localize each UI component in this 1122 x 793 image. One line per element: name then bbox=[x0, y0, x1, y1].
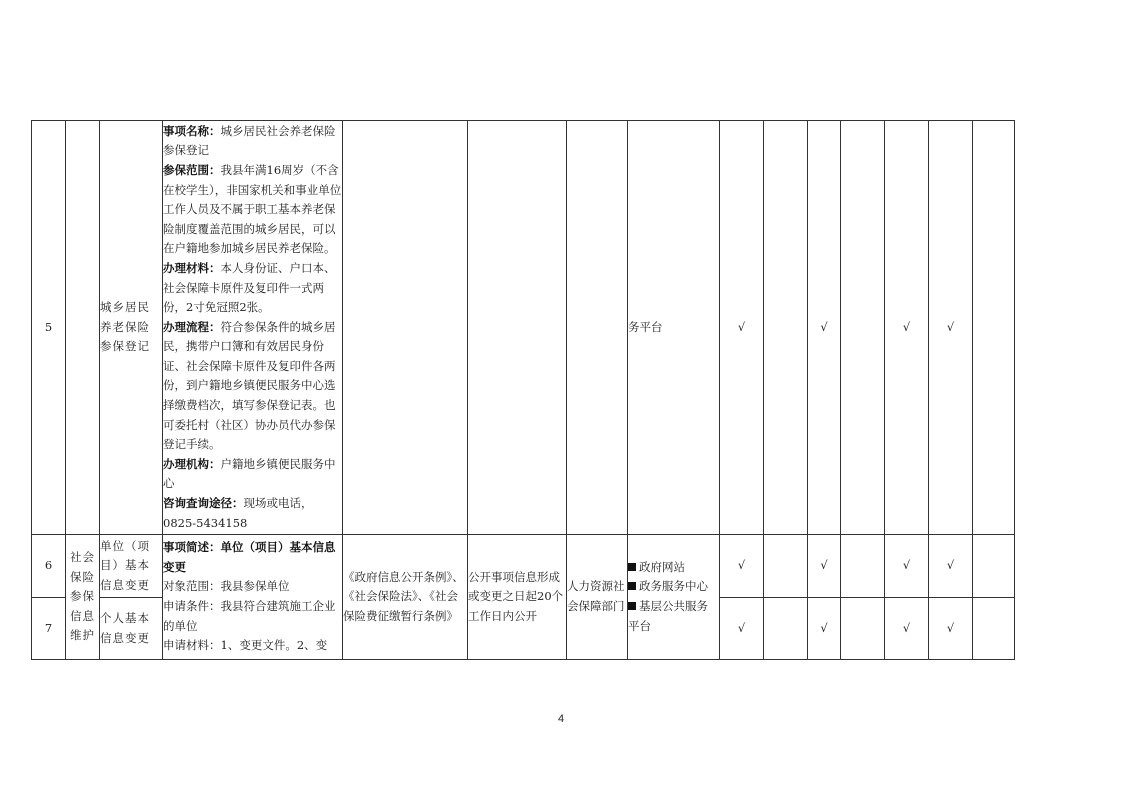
check-mark: √ bbox=[720, 598, 764, 660]
detail-line bbox=[163, 122, 342, 161]
channel-item bbox=[628, 558, 719, 578]
detail-line: 申请材料：1、变更文件。2、变 bbox=[163, 638, 328, 653]
timing-cell: 公开事项信息形成或变更之日起20个工作日内公开 bbox=[468, 535, 567, 660]
channel-item bbox=[628, 577, 719, 597]
disclosure-table bbox=[31, 120, 1015, 660]
table-row bbox=[32, 121, 1015, 535]
detail-line bbox=[163, 161, 342, 259]
check-mark bbox=[973, 121, 1015, 535]
detail-label: 事项名称： bbox=[163, 123, 221, 138]
table-row bbox=[32, 535, 1015, 598]
check-mark: √ bbox=[808, 121, 841, 535]
check-mark: √ bbox=[720, 121, 764, 535]
department-cell: 人力资源社会保障部门 bbox=[567, 535, 628, 660]
channel-cell bbox=[628, 535, 720, 660]
check-mark bbox=[764, 535, 808, 598]
check-mark: √ bbox=[720, 535, 764, 598]
check-mark bbox=[973, 535, 1015, 598]
check-mark: √ bbox=[885, 535, 929, 598]
channel-label: 政府网站 bbox=[639, 559, 685, 574]
detail-text: 现场或电话，0825-5434158 bbox=[163, 496, 313, 530]
detail-line: 申请条件：我县符合建筑施工企业的单位 bbox=[163, 599, 336, 633]
channel-label: 政务服务中心 bbox=[639, 579, 708, 594]
detail-title: 事项简述：单位（项目）基本信息变更 bbox=[163, 540, 336, 574]
page-number: 4 bbox=[557, 713, 565, 725]
check-mark bbox=[841, 535, 885, 598]
channel-label: 基层公共服务平台 bbox=[628, 599, 708, 633]
detail-label: 办理流程： bbox=[163, 319, 221, 334]
category-cell bbox=[66, 121, 100, 535]
check-mark: √ bbox=[808, 598, 841, 660]
detail-label: 咨询查询途径： bbox=[163, 496, 244, 511]
item-name: 单位（项目）基本信息变更 bbox=[100, 535, 163, 598]
department-cell bbox=[567, 121, 628, 535]
check-mark bbox=[841, 121, 885, 535]
filled-square-icon bbox=[628, 582, 636, 590]
item-name: 城乡居民养老保险参保登记 bbox=[100, 121, 163, 535]
row-number: 5 bbox=[32, 121, 66, 535]
detail-text: 符合参保条件的城乡居民，携带户口簿和有效居民身份证、社会保障卡原件及复印件各两份，到户籍地乡镇便民服务中心选择缴费档次，填写参保登记表。也可委托村（社区）协办员代办参保登记手续。 bbox=[163, 319, 336, 452]
check-mark bbox=[764, 121, 808, 535]
check-mark: √ bbox=[885, 121, 929, 535]
detail-line bbox=[163, 455, 342, 494]
detail-label: 参保范围： bbox=[163, 162, 221, 177]
detail-label: 办理机构： bbox=[163, 456, 221, 471]
check-mark: √ bbox=[808, 535, 841, 598]
check-mark bbox=[973, 598, 1015, 660]
check-mark bbox=[764, 598, 808, 660]
filled-square-icon bbox=[628, 563, 636, 571]
check-mark: √ bbox=[885, 598, 929, 660]
timing-cell bbox=[468, 121, 567, 535]
row-number: 6 bbox=[32, 535, 66, 598]
basis-cell bbox=[343, 121, 468, 535]
category-cell: 社会保险参保信息维护 bbox=[66, 535, 100, 660]
item-name: 个人基本信息变更 bbox=[100, 598, 163, 660]
detail-text: 本人身份证、户口本、社会保障卡原件及复印件一式两份，2寸免冠照2张。 bbox=[163, 260, 336, 315]
detail-text: 我县年满16周岁（不含在校学生），非国家机关和事业单位工作人员及不属于职工基本养老保险制度覆盖范围的城乡居民，可以在户籍地参加城乡居民养老保险。 bbox=[163, 162, 342, 256]
channel-item bbox=[628, 597, 719, 636]
item-details bbox=[163, 535, 343, 660]
detail-label: 办理材料： bbox=[163, 260, 221, 275]
detail-line bbox=[163, 494, 342, 533]
detail-line: 对象范围：我县参保单位 bbox=[163, 579, 290, 594]
check-mark: √ bbox=[929, 598, 973, 660]
filled-square-icon bbox=[628, 602, 636, 610]
item-details bbox=[163, 121, 343, 535]
detail-line bbox=[163, 318, 342, 455]
check-mark: √ bbox=[929, 121, 973, 535]
channel-cell: 务平台 bbox=[628, 121, 720, 535]
row-number: 7 bbox=[32, 598, 66, 660]
detail-line bbox=[163, 259, 342, 318]
detail-text: 户籍地乡镇便民服务中心 bbox=[163, 456, 336, 491]
check-mark bbox=[841, 598, 885, 660]
detail-text: 城乡居民社会养老保险参保登记 bbox=[163, 123, 336, 158]
basis-cell: 《政府信息公开条例》、《社会保险法》、《社会保险费征缴暂行条例》 bbox=[343, 535, 468, 660]
check-mark: √ bbox=[929, 535, 973, 598]
